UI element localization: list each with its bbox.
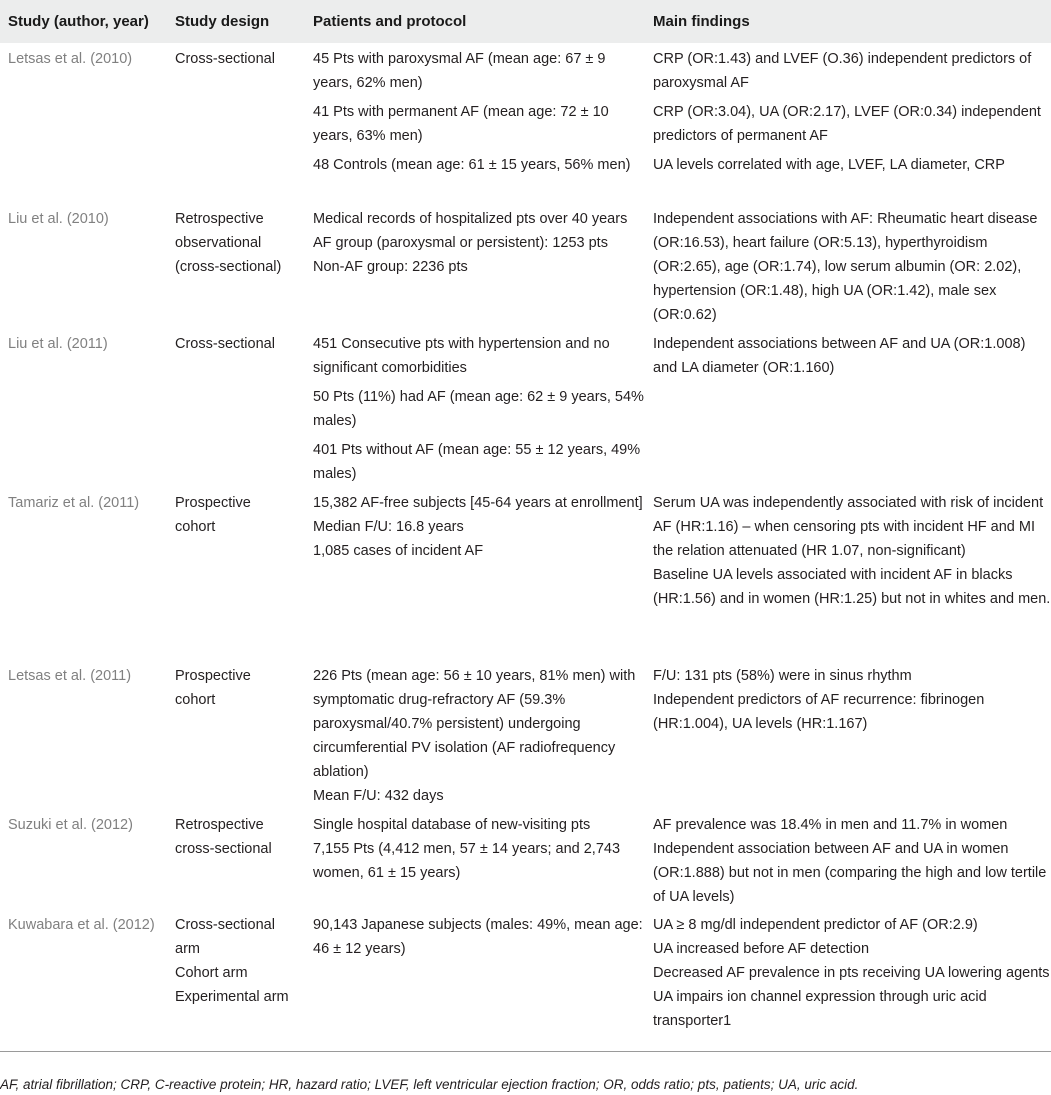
findings-cell (645, 809, 1051, 909)
patients-paragraph: Medical records of hospitalized pts over 40 years (313, 211, 628, 227)
design-line: cross-sectional (175, 841, 272, 857)
design-cell (167, 328, 305, 487)
findings-paragraph: Baseline UA levels associated with incident AF in blacks (HR:1.56) and in women (HR:1.25) but not in whites and men. (653, 567, 1051, 607)
findings-paragraph: Decreased AF prevalence in pts receiving UA lowering agents (653, 965, 1050, 981)
findings-paragraph: F/U: 131 pts (58%) were in sinus rhythm (653, 668, 912, 684)
design-cell (167, 487, 305, 660)
patients-paragraph: 226 Pts (mean age: 56 ± 10 years, 81% men) with symptomatic drug-refractory AF (59.3% paroxysmal/40.7% persistent) undergoing circumferential PV isolation (AF radiofrequency ablation) (313, 668, 636, 780)
table-row (0, 43, 1051, 203)
table-bottom-rule (0, 1051, 1051, 1052)
findings-paragraph: UA ≥ 8 mg/dl independent predictor of AF (OR:2.9) (653, 917, 978, 933)
design-line: Prospective (175, 668, 251, 684)
header-study: Study (author, year) (8, 12, 149, 30)
patients-paragraph: Mean F/U: 432 days (313, 788, 444, 804)
patients-paragraph: 15,382 AF-free subjects [45-64 years at enrollment] (313, 495, 643, 511)
patients-paragraph: 451 Consecutive pts with hypertension and no significant comorbidities (313, 336, 610, 376)
table-row (0, 809, 1051, 909)
table-row (0, 203, 1051, 328)
patients-cell (305, 43, 645, 203)
patients-cell (305, 660, 645, 809)
design-line: Cohort arm (175, 965, 248, 981)
design-line: Cross-sectional (175, 917, 275, 933)
study-cell (0, 43, 167, 203)
study-cell (0, 809, 167, 909)
header-design: Study design (175, 12, 270, 30)
design-line: cohort (175, 519, 216, 535)
findings-cell (645, 43, 1051, 203)
findings-cell (645, 487, 1051, 660)
findings-paragraph: AF prevalence was 18.4% in men and 11.7% in women (653, 817, 1008, 833)
patients-paragraph: 401 Pts without AF (mean age: 55 ± 12 years, 49% males) (313, 442, 641, 482)
design-line: (cross-sectional) (175, 259, 282, 275)
table-row (0, 909, 1051, 1049)
table-footnote: AF, atrial fibrillation; CRP, C-reactive protein; HR, hazard ratio; LVEF, left ventricular ejection fraction; OR, odds ratio; pts, patients; UA, uric acid. (0, 1077, 859, 1092)
patients-paragraph: Median F/U: 16.8 years (313, 519, 464, 535)
design-cell (167, 660, 305, 809)
findings-paragraph: Independent predictors of AF recurrence: fibrinogen (HR:1.004), UA levels (HR:1.167) (653, 692, 985, 732)
study-cell (0, 660, 167, 809)
study-cell (0, 328, 167, 487)
patients-paragraph: 7,155 Pts (4,412 men, 57 ± 14 years; and 2,743 women, 61 ± 15 years) (313, 841, 621, 881)
patients-cell (305, 203, 645, 328)
design-line: Cross-sectional (175, 336, 275, 352)
table-row (0, 328, 1051, 487)
patients-paragraph: Non-AF group: 2236 pts (313, 259, 468, 275)
patients-paragraph: AF group (paroxysmal or persistent): 1253 pts (313, 235, 608, 251)
findings-cell (645, 328, 1051, 487)
patients-paragraph: 50 Pts (11%) had AF (mean age: 62 ± 9 years, 54% males) (313, 389, 644, 429)
findings-paragraph: UA levels correlated with age, LVEF, LA diameter, CRP (653, 157, 1005, 173)
patients-cell (305, 328, 645, 487)
design-line: Experimental arm (175, 989, 289, 1005)
study-author: Letsas et al. (2011) (8, 668, 132, 684)
findings-paragraph: CRP (OR:3.04), UA (OR:2.17), LVEF (OR:0.34) independent predictors of permanent AF (653, 104, 1041, 144)
study-cell (0, 909, 167, 1049)
patients-paragraph: 45 Pts with paroxysmal AF (mean age: 67 ± 9 years, 62% men) (313, 51, 606, 91)
patients-paragraph: 41 Pts with permanent AF (mean age: 72 ± 10 years, 63% men) (313, 104, 609, 144)
design-line: Retrospective (175, 211, 264, 227)
header-findings: Main findings (653, 12, 750, 30)
table-row (0, 660, 1051, 809)
table-row (0, 487, 1051, 660)
table-header-row (0, 0, 1051, 43)
design-line: Cross-sectional (175, 51, 275, 67)
patients-cell (305, 487, 645, 660)
findings-paragraph: CRP (OR:1.43) and LVEF (O.36) independent predictors of paroxysmal AF (653, 51, 1032, 91)
design-line: observational (175, 235, 262, 251)
design-line: Prospective (175, 495, 251, 511)
findings-cell (645, 203, 1051, 328)
design-cell (167, 203, 305, 328)
findings-paragraph: UA impairs ion channel expression through uric acid transporter1 (653, 989, 987, 1029)
header-patients: Patients and protocol (313, 12, 467, 30)
findings-paragraph: Independent association between AF and UA in women (OR:1.888) but not in men (comparing the high and low tertile of UA levels) (653, 841, 1047, 905)
patients-cell (305, 909, 645, 1049)
findings-paragraph: Independent associations with AF: Rheumatic heart disease (OR:16.53), heart failure (OR:5.13), hyperthyroidism (OR:2.65), age (OR:1.74), low serum albumin (OR: 2.02), hypertension (OR:1.48), high UA (OR:1.42), male sex (OR:0.62) (653, 211, 1038, 323)
study-cell (0, 203, 167, 328)
patients-paragraph: 1,085 cases of incident AF (313, 543, 484, 559)
patients-paragraph: 48 Controls (mean age: 61 ± 15 years, 56% men) (313, 157, 631, 173)
design-line: Retrospective (175, 817, 264, 833)
study-author: Tamariz et al. (2011) (8, 495, 140, 511)
findings-paragraph: UA increased before AF detection (653, 941, 870, 957)
design-cell (167, 809, 305, 909)
patients-paragraph: Single hospital database of new-visiting pts (313, 817, 591, 833)
study-author: Liu et al. (2010) (8, 211, 109, 227)
design-line: arm (175, 941, 200, 957)
findings-paragraph: Independent associations between AF and UA (OR:1.008) and LA diameter (OR:1.160) (653, 336, 1026, 376)
design-line: cohort (175, 692, 216, 708)
design-cell (167, 43, 305, 203)
study-author: Kuwabara et al. (2012) (8, 917, 155, 933)
patients-paragraph: 90,143 Japanese subjects (males: 49%, mean age: 46 ± 12 years) (313, 917, 643, 957)
study-author: Letsas et al. (2010) (8, 51, 133, 67)
study-author: Liu et al. (2011) (8, 336, 108, 352)
study-cell (0, 487, 167, 660)
study-author: Suzuki et al. (2012) (8, 817, 133, 833)
findings-cell (645, 909, 1051, 1049)
patients-cell (305, 809, 645, 909)
findings-paragraph: Serum UA was independently associated with risk of incident AF (HR:1.16) – when censoring pts with incident HF and MI the relation attenuated (HR 1.07, non-significant) (653, 495, 1044, 559)
findings-cell (645, 660, 1051, 809)
design-cell (167, 909, 305, 1049)
